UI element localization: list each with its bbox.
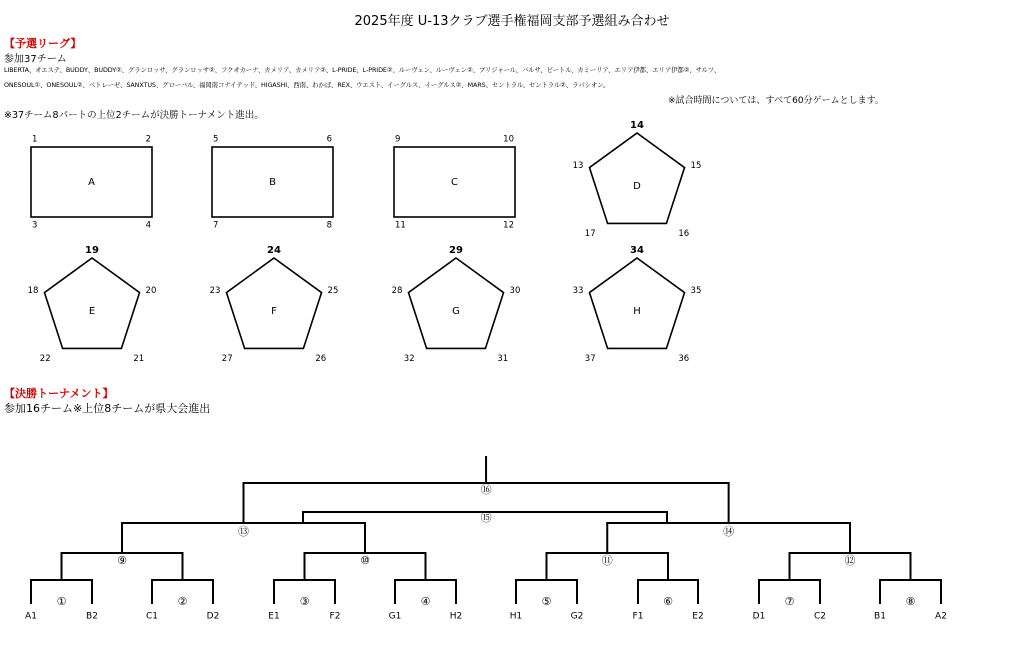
team-slot-number: 24 <box>267 245 281 256</box>
team-slot-number: 7 <box>213 220 219 231</box>
group-label: F <box>271 306 277 317</box>
group-label: E <box>88 306 96 317</box>
league-teams-line-2: ONESOUL①、ONESOUL②、ベトレーゼ、SANXTUS、グローバル、福岡南コナイテッド、HIGASHI、西南、わかば、REX、ウエスト、イーグルス、イーグルス②、MARS、セントラル、セントラル②、ラパシオン。 <box>4 81 610 89</box>
match-number: ⑧ <box>905 595 916 608</box>
group-g-pentagon <box>408 258 503 348</box>
group-label: B <box>269 177 276 188</box>
page-title: 2025年度 U-13クラブ選手権福岡支部予選組み合わせ <box>354 14 670 29</box>
team-slot-number: 33 <box>572 286 584 297</box>
match-number: ⑯ <box>480 483 492 496</box>
seed-label: F1 <box>632 611 644 622</box>
team-slot-number: 8 <box>326 220 332 231</box>
match-number: ⑬ <box>238 525 249 538</box>
seed-label: A2 <box>935 611 947 622</box>
team-slot-number: 1 <box>32 134 38 145</box>
team-slot-number: 4 <box>145 220 151 231</box>
team-slot-number: 13 <box>572 161 584 172</box>
team-slot-number: 15 <box>690 161 702 172</box>
seed-label: G1 <box>388 611 402 622</box>
team-slot-number: 18 <box>27 286 39 297</box>
match-number: ③ <box>299 595 310 608</box>
team-slot-number: 10 <box>503 134 514 145</box>
seed-label: A1 <box>25 611 37 622</box>
team-slot-number: 14 <box>630 120 644 131</box>
team-slot-number: 29 <box>449 245 463 256</box>
team-slot-number: 16 <box>678 228 690 239</box>
group-label: H <box>633 306 641 317</box>
team-slot-number: 6 <box>326 134 332 145</box>
match-time-note: ※試合時間については、すべて60分ゲームとします。 <box>668 96 884 106</box>
group-label: C <box>451 177 458 188</box>
seed-label: C2 <box>813 611 827 622</box>
team-slot-number: 20 <box>145 286 157 297</box>
league-teams-line-1: LIBERTA、オエステ、BUDDY、BUDDY②、グランロッサ、グランロッサ②、フクオカーナ、カメリア、カメリア②、L-PRIDE、L-PRIDE②、ルーヴェン、ルーヴェン②、ブリジャール、バルサ、ビートル、カミーリア、エリア伊都、エリア伊都②、サルツ、 <box>4 66 721 74</box>
match-number: ⑪ <box>601 554 613 567</box>
match-number: ⑩ <box>360 554 370 567</box>
team-slot-number: 26 <box>315 353 327 364</box>
team-slot-number: 11 <box>395 220 406 231</box>
team-slot-number: 3 <box>32 220 38 231</box>
seed-label: D1 <box>752 611 766 622</box>
team-slot-number: 30 <box>509 286 521 297</box>
group-f-pentagon <box>226 258 321 348</box>
seed-label: C1 <box>145 611 159 622</box>
league-heading: 【予選リーグ】 <box>4 37 82 50</box>
group-e-pentagon <box>44 258 139 348</box>
team-slot-number: 21 <box>133 353 145 364</box>
seed-label: H2 <box>449 611 463 622</box>
team-slot-number: 17 <box>584 228 596 239</box>
team-slot-number: 31 <box>497 353 509 364</box>
seed-label: D2 <box>206 611 220 622</box>
team-slot-number: 9 <box>395 134 401 145</box>
match-number: ⑦ <box>784 595 795 608</box>
team-slot-number: 35 <box>690 286 702 297</box>
team-slot-number: 28 <box>391 286 403 297</box>
team-slot-number: 25 <box>327 286 339 297</box>
match-number: ⑥ <box>663 595 673 608</box>
match-number: ⑤ <box>541 595 552 608</box>
match-number: ① <box>56 595 67 608</box>
advance-note: ※37チーム8パートの上位2チームが決勝トーナメント進出。 <box>4 110 264 121</box>
match-number: ② <box>177 595 188 608</box>
seed-label: G2 <box>570 611 584 622</box>
team-slot-number: 22 <box>39 353 51 364</box>
team-slot-number: 2 <box>145 134 151 145</box>
group-h-pentagon <box>589 258 684 348</box>
seed-label: F2 <box>329 611 341 622</box>
team-slot-number: 19 <box>85 245 99 256</box>
seed-label: H1 <box>509 611 523 622</box>
seed-label: E2 <box>692 611 704 622</box>
group-d-pentagon <box>589 133 684 223</box>
seed-label: B1 <box>874 611 886 622</box>
tournament-note: 参加16チーム※上位8チームが県大会進出 <box>4 402 211 415</box>
team-slot-number: 34 <box>630 245 644 256</box>
group-label: D <box>633 181 641 192</box>
group-label: A <box>88 177 95 188</box>
team-slot-number: 5 <box>213 134 219 145</box>
match-number: ⑨ <box>117 554 127 567</box>
team-slot-number: 27 <box>221 353 233 364</box>
seed-label: E1 <box>268 611 280 622</box>
tournament-heading: 【決勝トーナメント】 <box>4 387 114 400</box>
team-slot-number: 37 <box>584 353 596 364</box>
match-number: ④ <box>420 595 431 608</box>
league-team-count: 参加37チーム <box>4 54 67 65</box>
match-number: ⑫ <box>844 554 856 567</box>
team-slot-number: 32 <box>403 353 415 364</box>
group-label: G <box>452 306 460 317</box>
team-slot-number: 12 <box>503 220 514 231</box>
seed-label: B2 <box>86 611 98 622</box>
team-slot-number: 36 <box>678 353 690 364</box>
team-slot-number: 23 <box>209 286 221 297</box>
match-number: ⑮ <box>480 511 492 524</box>
match-number: ⑭ <box>723 525 735 538</box>
